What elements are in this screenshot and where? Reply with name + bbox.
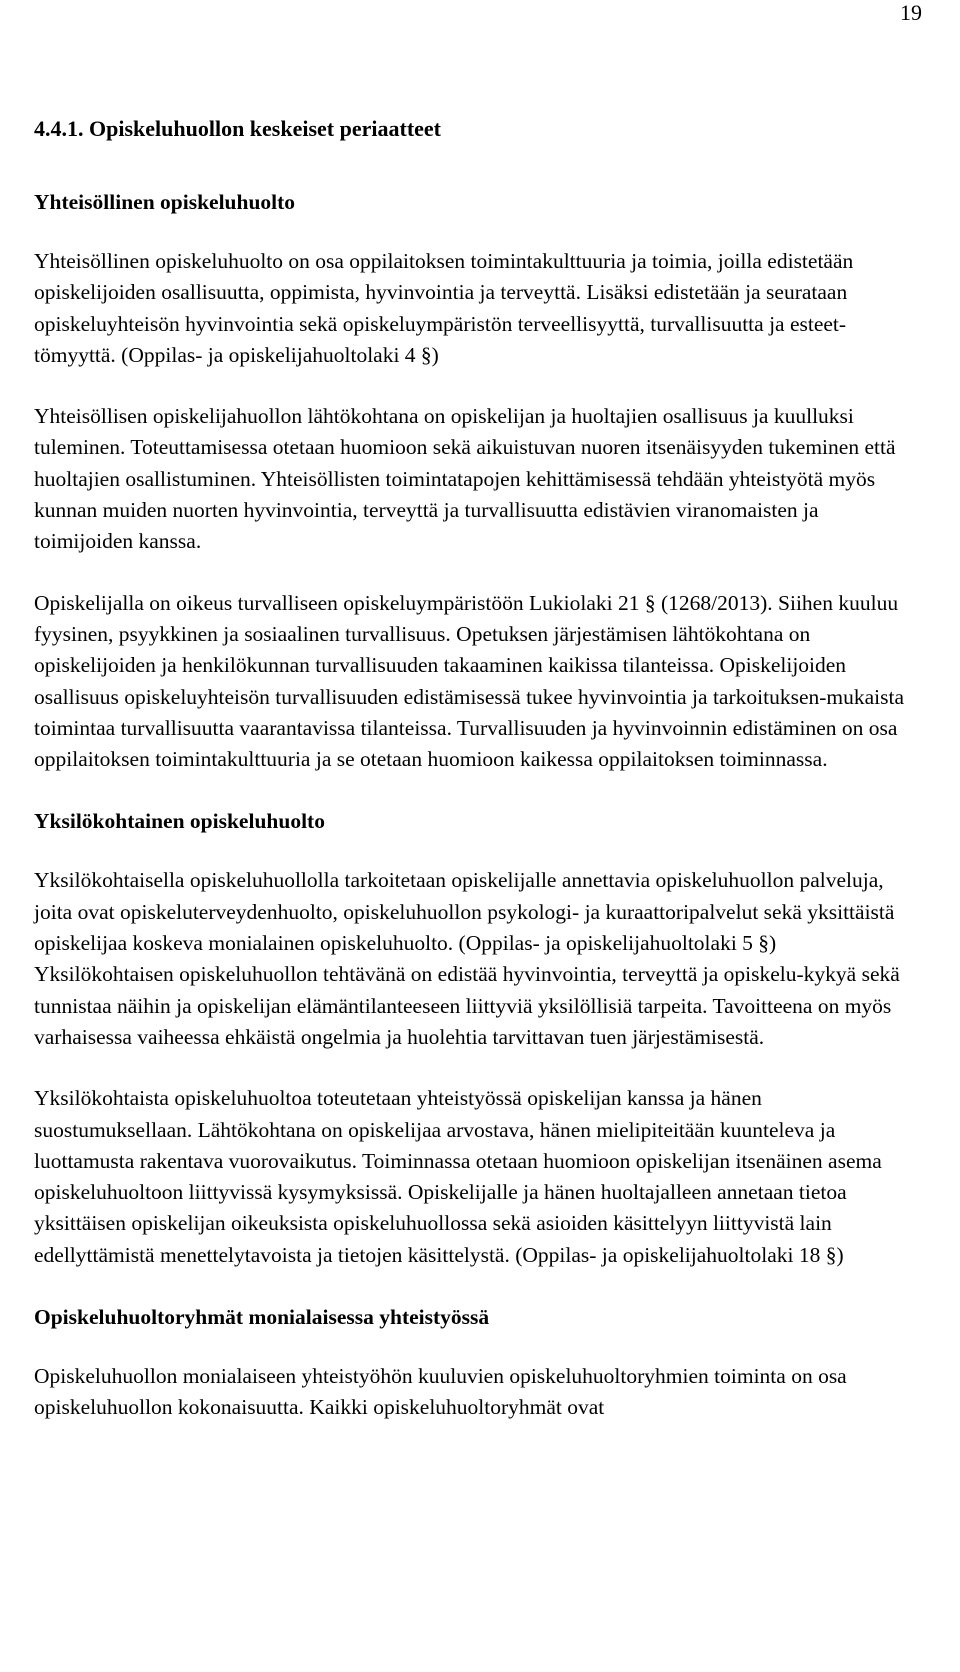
paragraph: Yhteisöllinen opiskeluhuolto on osa oppilaitoksen toimintakulttuuria ja toimia, joilla edistetään opiskelijoiden osallisuutta, oppimista, hyvinvointia ja terveyttä. Lisäksi edistetään ja seurataan opiskeluyhteisön hyvinvointia sekä opiskeluympäristön terveellisyyttä, turvallisuutta ja esteet-tömyyttä. (Oppilas- ja opiskelijahuoltolaki 4 §) bbox=[34, 249, 854, 367]
page-number: 19 bbox=[900, 0, 922, 25]
paragraph: Opiskeluhuollon monialaiseen yhteistyöhön kuuluvien opiskeluhuoltoryhmien toiminta on osa opiskeluhuollon kokonaisuutta. Kaikki opiskeluhuoltoryhmät ovat bbox=[34, 1364, 847, 1420]
subsection-heading: Opiskeluhuoltoryhmät monialaisessa yhteistyössä bbox=[34, 1305, 490, 1330]
section-yhteisollinen bbox=[34, 186, 914, 775]
section-title: 4.4.1. Opiskeluhuollon keskeiset periaatteet bbox=[34, 116, 442, 141]
section-opiskeluhuoltoryhmat bbox=[34, 1301, 914, 1424]
paragraph: Yksilökohtaista opiskeluhuoltoa toteutetaan yhteistyössä opiskelijan kanssa ja hänen suostumuksellaan. Lähtökohtana on opiskelijaa arvostava, hänen mielipiteitään kuunteleva ja luottamusta rakentava vuorovaikutus. Toiminnassa otetaan huomioon opiskelijan itsenäinen asema opiskeluhuoltoon liittyvissä kysymyksissä. Opiskelijalle ja hänen huoltajalleen annetaan tietoa yksittäisen opiskelijan oikeuksista opiskeluhuollossa sekä asioiden käsittelyyn liittyvistä lain edellyttämistä menettelytavoista ja tietojen käsittelystä. (Oppilas- ja opiskelijahuoltolaki 18 §) bbox=[34, 1086, 882, 1267]
paragraph: Yhteisöllisen opiskelijahuollon lähtökohtana on opiskelijan ja huoltajien osallisuus ja kuulluksi tuleminen. Toteuttamisessa otetaan huomioon sekä aikuistuvan nuoren itsenäisyyden tukeminen että huoltajien osallistuminen. Yhteisöllisten toimintatapojen kehittämisessä tehdään yhteistyötä myös kunnan muiden nuorten hyvinvointia, terveyttä ja turvallisuutta edistävien viranomaisten ja toimijoiden kanssa. bbox=[34, 404, 896, 554]
paragraph: Yksilökohtaisella opiskeluhuollolla tarkoitetaan opiskelijalle annettavia opiskeluhuollon palveluja, joita ovat opiskeluterveydenhuolto, opiskeluhuollon psykologi- ja kuraattoripalvelut sekä yksittäistä opiskelijaa koskeva monialainen opiskeluhuolto. (Oppilas- ja opiskelijahuoltolaki 5 §) Yksilökohtaisen opiskeluhuollon tehtävänä on edistää hyvinvointia, terveyttä ja opiskelu-kykyä sekä tunnistaa näihin ja opiskelijan elämäntilanteeseen liittyviä yksilöllisiä tarpeita. Tavoitteena on myös varhaisessa vaiheessa ehkäistä ongelmia ja huolehtia tarvittavan tuen järjestämisestä. bbox=[34, 868, 900, 1049]
document-body bbox=[34, 113, 914, 1454]
subsection-heading: Yksilökohtainen opiskeluhuolto bbox=[34, 809, 325, 834]
section-yksilokohtainen bbox=[34, 805, 914, 1271]
paragraph: Opiskelijalla on oikeus turvalliseen opiskeluympäristöön Lukiolaki 21 § (1268/2013). Siihen kuuluu fyysinen, psyykkinen ja sosiaalinen turvallisuus. Opetuksen järjestämisen lähtökohtana on opiskelijoiden ja henkilökunnan turvallisuuden takaaminen kaikissa tilanteissa. Opiskelijoiden osallisuus opiskeluyhteisön turvallisuuden edistämisessä tukee hyvinvointia ja tarkoituksen-mukaista toimintaa turvallisuutta vaarantavissa tilanteissa. Turvallisuuden ja hyvinvoinnin edistäminen on osa oppilaitoksen toimintakulttuuria ja se otetaan huomioon kaikessa oppilaitoksen toiminnassa. bbox=[34, 590, 905, 772]
subsection-heading: Yhteisöllinen opiskeluhuolto bbox=[34, 190, 296, 214]
